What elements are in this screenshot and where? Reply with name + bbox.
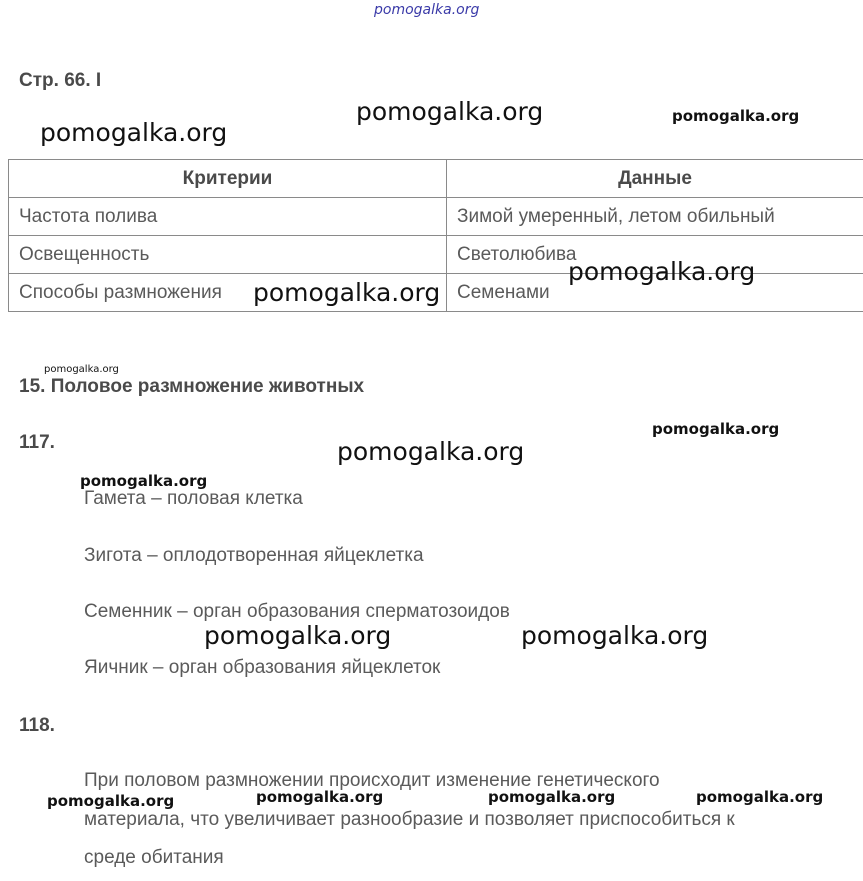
task117-line: Гамета – половая клетка (84, 488, 303, 509)
page-heading: Стр. 66. I (19, 70, 102, 91)
watermark-top[interactable]: pomogalka.org (374, 2, 480, 18)
watermark[interactable]: pomogalka.org (204, 621, 392, 650)
task118-line: материала, что увеличивает разнообразие и позволяет приспособиться к (84, 809, 735, 830)
task117-line: Яичник – орган образования яйцеклеток (84, 657, 441, 678)
watermark[interactable]: pomogalka.org (672, 107, 800, 125)
table-cell: Освещенность (9, 236, 447, 274)
watermark[interactable]: pomogalka.org (256, 788, 384, 806)
task117-line: Семенник – орган образования сперматозоидов (84, 601, 510, 622)
watermark[interactable]: pomogalka.org (253, 278, 441, 307)
table-cell: Зимой умеренный, летом обильный (447, 198, 863, 236)
table-cell: Светолюбива (447, 236, 863, 274)
table-header-cell: Данные (447, 160, 863, 198)
task-number-117: 117. (19, 432, 55, 453)
table-header-row (9, 160, 863, 198)
table-row (9, 198, 863, 236)
table-border-gap (558, 314, 564, 320)
task118-line: При половом размножении происходит изменение генетического (84, 770, 660, 791)
watermark[interactable]: pomogalka.org (47, 792, 175, 810)
table-cell: Способы размножения (9, 274, 447, 312)
watermark[interactable]: pomogalka.org (521, 621, 709, 650)
watermark[interactable]: pomogalka.org (652, 420, 780, 438)
watermark[interactable]: pomogalka.org (80, 472, 208, 490)
watermark[interactable]: pomogalka.org (568, 257, 756, 286)
section-title: 15. Половое размножение животных (19, 376, 365, 397)
table-cell: Семенами (447, 274, 863, 312)
watermark[interactable]: pomogalka.org (40, 118, 228, 147)
watermark[interactable]: pomogalka.org (696, 788, 824, 806)
table-border-gap (370, 314, 436, 320)
task-number-118: 118. (19, 715, 55, 736)
watermark[interactable]: pomogalka.org (44, 364, 119, 375)
task117-line: Зигота – оплодотворенная яйцеклетка (84, 545, 424, 566)
task118-line: среде обитания (84, 847, 224, 868)
table-header-cell: Критерии (9, 160, 447, 198)
watermark[interactable]: pomogalka.org (356, 97, 544, 126)
watermark[interactable]: pomogalka.org (337, 437, 525, 466)
table-cell: Частота полива (9, 198, 447, 236)
watermark[interactable]: pomogalka.org (488, 788, 616, 806)
